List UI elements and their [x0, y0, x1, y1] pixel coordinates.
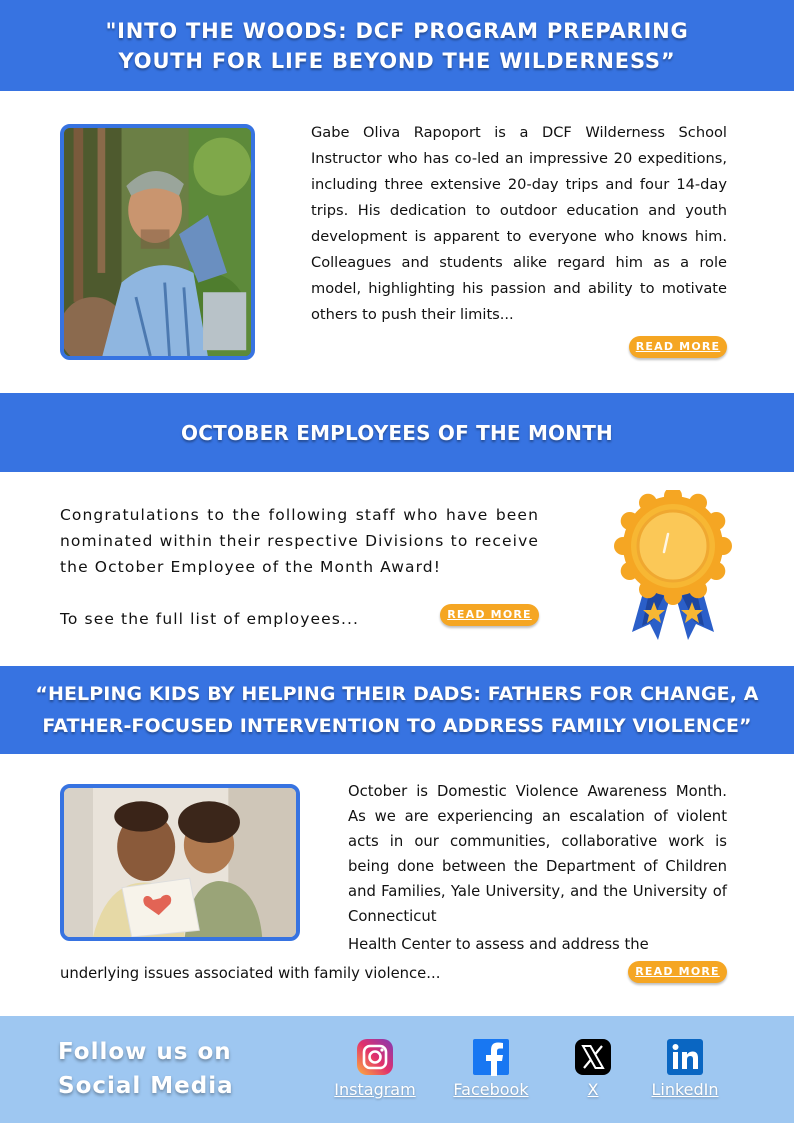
article-title-fathers-for-change — [0, 666, 794, 754]
read-more-button-into-the-woods[interactable]: READ MORE — [629, 336, 727, 358]
follow-line-1: Follow us on — [58, 1039, 232, 1065]
linkedin-link[interactable] — [647, 1038, 723, 1099]
fathers-body-end: underlying issues associated with family violence... — [60, 965, 441, 982]
x-link[interactable] — [568, 1038, 618, 1099]
title-line-2: FATHER-FOCUSED INTERVENTION TO ADDRESS FAMILY VIOLENCE” — [42, 715, 752, 737]
x-icon — [574, 1038, 612, 1076]
article-body-into-the-woods: Gabe Oliva Rapoport is a DCF Wilderness School Instructor who has co-led an impressive 20 expeditions, including three extensive 20-day trips and four 14-day trips. His dedication to outdoor education and youth development is apparent to everyone who knows him. Colleagues and students alike regard him as a role model, highlighting his passion and ability to motivate others to push their limits... — [311, 124, 727, 323]
title-line-1: “HELPING KIDS BY HELPING THEIR DADS: FATHERS FOR CHANGE, A — [35, 683, 759, 705]
follow-line-2: Social Media — [58, 1073, 234, 1099]
facebook-link[interactable] — [447, 1038, 535, 1099]
linkedin-label: LinkedIn — [651, 1080, 719, 1099]
read-more-button-fathers[interactable]: READ MORE — [628, 961, 727, 983]
article-title-into-the-woods — [0, 0, 794, 91]
instagram-icon — [356, 1038, 394, 1076]
instagram-label: Instagram — [334, 1080, 416, 1099]
fathers-body: October is Domestic Violence Awareness Month. As we are experiencing an escalation of violent acts in our communities, collaborative work is being done between the Department of Children and Families, Yale University, and the University of Connecticut — [348, 783, 727, 925]
section-title-employees-of-month — [0, 393, 794, 472]
x-label: X — [587, 1080, 599, 1099]
father-child-photo — [60, 784, 300, 941]
award-medal-icon — [614, 490, 732, 642]
instagram-link[interactable] — [328, 1038, 422, 1099]
title-line-1: "INTO THE WOODS: DCF PROGRAM PREPARING — [105, 18, 689, 43]
title-line-2: YOUTH FOR LIFE BEYOND THE WILDERNESS” — [118, 48, 676, 73]
fathers-body-line: Health Center to assess and address the — [348, 936, 649, 953]
instructor-photo-image — [64, 128, 251, 356]
facebook-label: Facebook — [453, 1080, 529, 1099]
facebook-icon — [472, 1038, 510, 1076]
employees-body: Congratulations to the following staff who have been nominated within their respective Divisions to receive the October Employee of the Month Award! — [60, 506, 539, 576]
father-child-photo-image — [64, 788, 296, 937]
linkedin-icon — [666, 1038, 704, 1076]
follow-us-heading — [58, 1035, 234, 1103]
instructor-photo — [60, 124, 255, 360]
employees-list-teaser: To see the full list of employees... — [60, 610, 360, 628]
employees-title: OCTOBER EMPLOYEES OF THE MONTH — [181, 420, 613, 445]
read-more-button-employees[interactable]: READ MORE — [440, 604, 539, 626]
